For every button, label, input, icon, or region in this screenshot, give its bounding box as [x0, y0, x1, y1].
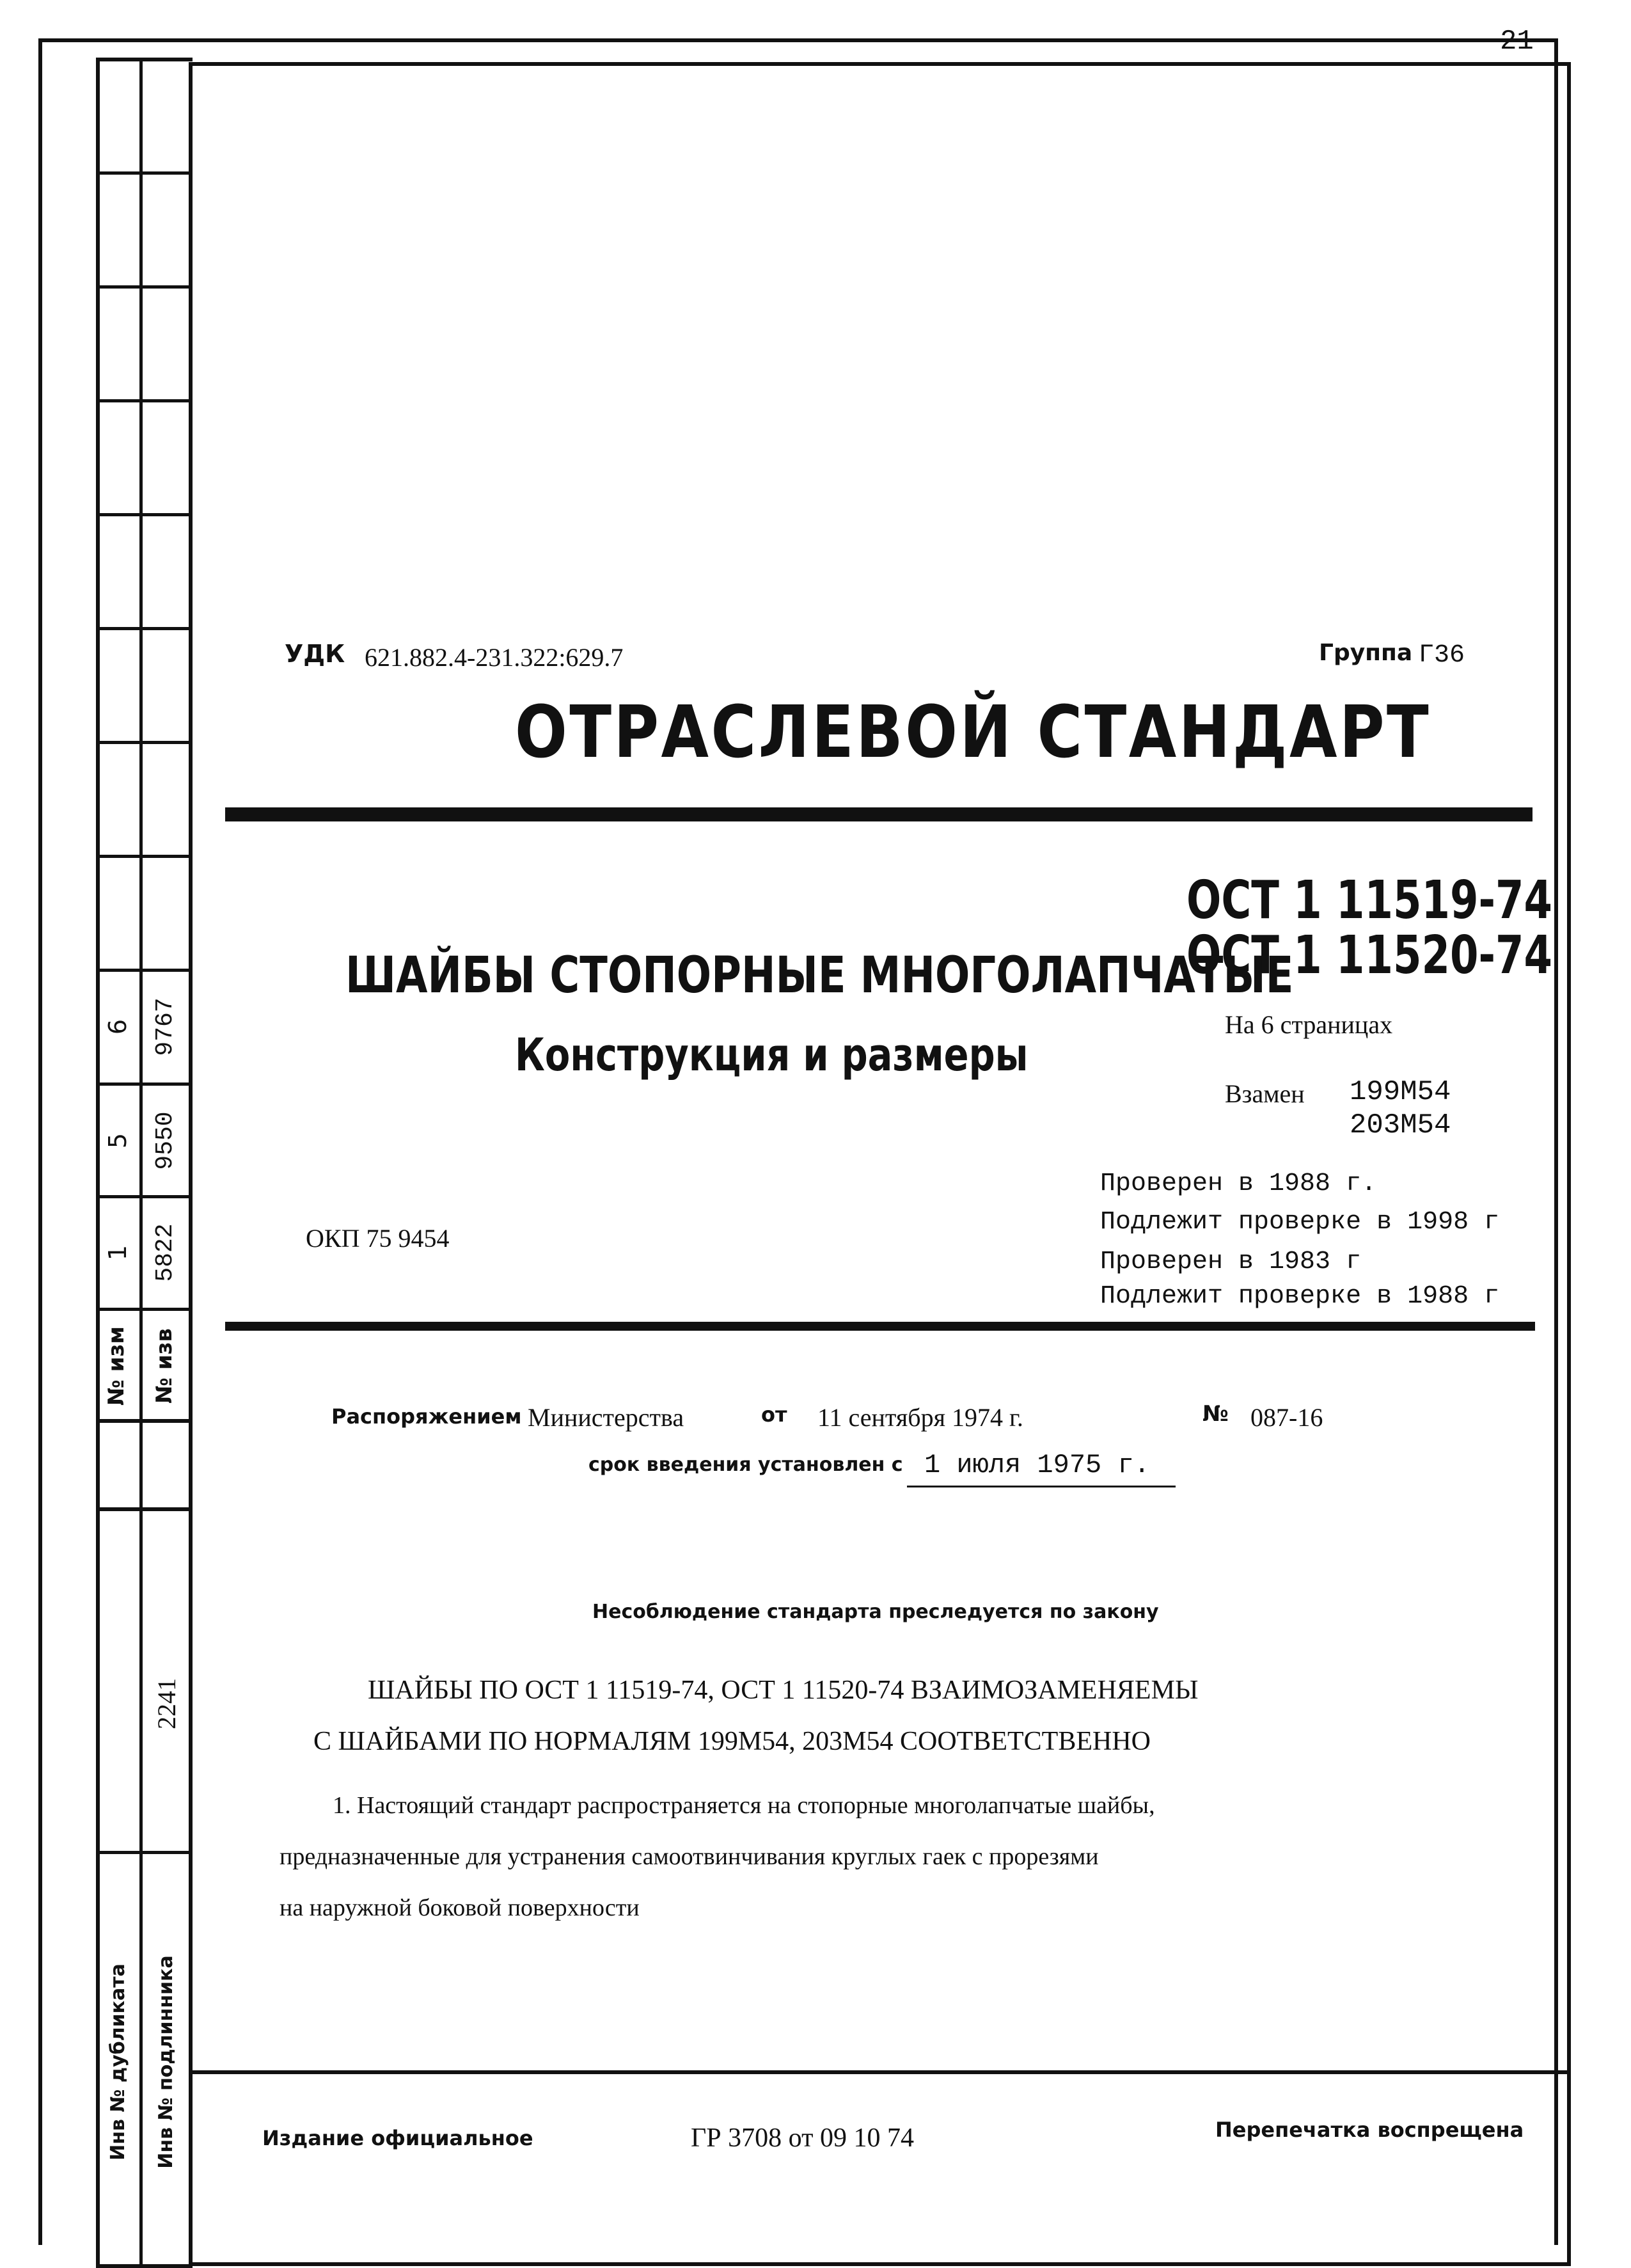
- interchange-line: ШАЙБЫ ПО ОСТ 1 11519-74, ОСТ 1 11520-74 ВЗАИМОЗАМЕНЯЕМЫ: [368, 1676, 1199, 1705]
- standard-number: ОСТ 1 11520-74: [1186, 925, 1553, 986]
- revision-number: 6: [104, 1019, 132, 1035]
- footer-rule: [189, 2070, 1571, 2074]
- effective-date: 1 июля 1975 г.: [924, 1450, 1150, 1480]
- registration-note: ГР 3708 от 09 10 74: [691, 2123, 914, 2153]
- side-line: [96, 1419, 193, 1423]
- law-notice: Несоблюдение стандарта преследуется по закону: [592, 1601, 1159, 1623]
- side-line: [96, 1308, 193, 1311]
- rev-label: № изм: [104, 1326, 129, 1406]
- udk-label: УДК: [285, 640, 345, 668]
- side-gap-top: [96, 1507, 193, 1511]
- replaces-value: 199М54: [1350, 1076, 1451, 1108]
- order-ministry: Министерства: [528, 1403, 684, 1432]
- document-title: ШАЙБЫ СТОПОРНЫЕ МНОГОЛАПЧАТЫЕ: [345, 947, 1294, 1004]
- order-no-label: №: [1202, 1401, 1229, 1427]
- side-line: [96, 399, 193, 402]
- original-inv-label: Инв № подлинника: [155, 1955, 177, 2169]
- udk-value: 621.882.4-231.322:629.7: [365, 643, 624, 672]
- side-line: [96, 171, 193, 175]
- reprint-note: Перепечатка воспрещена: [1215, 2118, 1524, 2142]
- inventory-number: 2241: [152, 1678, 181, 1729]
- replaces-label: Взамен: [1225, 1079, 1305, 1108]
- check-line: Проверен в 1988 г.: [1100, 1170, 1377, 1198]
- order-date: 11 сентября 1974 г.: [817, 1403, 1023, 1432]
- side-line: [96, 1851, 193, 1854]
- revision-number: 5: [104, 1132, 132, 1149]
- pages-note: На 6 страницах: [1225, 1010, 1393, 1039]
- edition-note: Издание официальное: [262, 2126, 533, 2150]
- page-title: ОТРАСЛЕВОЙ СТАНДАРТ: [515, 691, 1431, 774]
- order-number: 087-16: [1250, 1403, 1323, 1432]
- check-line: Проверен в 1983 г: [1100, 1248, 1362, 1276]
- side-line: [96, 1082, 193, 1086]
- paragraph-line: на наружной боковой поверхности: [280, 1894, 640, 1921]
- heading-rule: [225, 807, 1533, 821]
- revision-number: 1: [104, 1244, 132, 1261]
- main-frame: [189, 62, 1571, 2266]
- side-line: [96, 513, 193, 516]
- standard-number: ОСТ 1 11519-74: [1186, 870, 1553, 931]
- interchange-line: С ШАЙБАМИ ПО НОРМАЛЯМ 199М54, 203М54 СООТВЕТСТВЕННО: [313, 1727, 1151, 1756]
- order-label: Распоряжением: [331, 1404, 522, 1429]
- effective-label: срок введения установлен с: [588, 1454, 903, 1476]
- revision-doc: 9550: [152, 1111, 179, 1170]
- okp-code: ОКП 75 9454: [306, 1224, 450, 1253]
- side-line: [96, 855, 193, 858]
- revision-doc: 5822: [152, 1223, 179, 1282]
- revision-doc: 9767: [152, 997, 179, 1056]
- document-subtitle: Конструкция и размеры: [515, 1029, 1028, 1081]
- duplicate-inv-label: Инв № дубликата: [107, 1963, 129, 2161]
- effective-underline: [907, 1486, 1176, 1487]
- page-number: 21: [1500, 26, 1534, 58]
- paragraph-line: предназначенные для устранения самоотвинчивания круглых гаек с прорезями: [280, 1843, 1099, 1870]
- side-line: [96, 741, 193, 744]
- side-line: [96, 285, 193, 289]
- group-label: Группа: [1319, 640, 1413, 666]
- doc-label: № изв: [152, 1328, 177, 1404]
- side-line: [96, 1195, 193, 1198]
- side-line: [96, 969, 193, 972]
- paragraph-line: 1. Настоящий стандарт распространяется на стопорные многолапчатые шайбы,: [333, 1792, 1155, 1819]
- order-rule: [225, 1322, 1535, 1331]
- check-line: Подлежит проверке в 1988 г: [1100, 1282, 1500, 1311]
- side-strip-divider: [139, 58, 143, 2268]
- side-line: [96, 627, 193, 630]
- order-from-label: от: [761, 1402, 787, 1427]
- replaces-value: 203М54: [1350, 1109, 1451, 1141]
- check-line: Подлежит проверке в 1998 г: [1100, 1208, 1500, 1237]
- group-value: Г36: [1419, 641, 1465, 670]
